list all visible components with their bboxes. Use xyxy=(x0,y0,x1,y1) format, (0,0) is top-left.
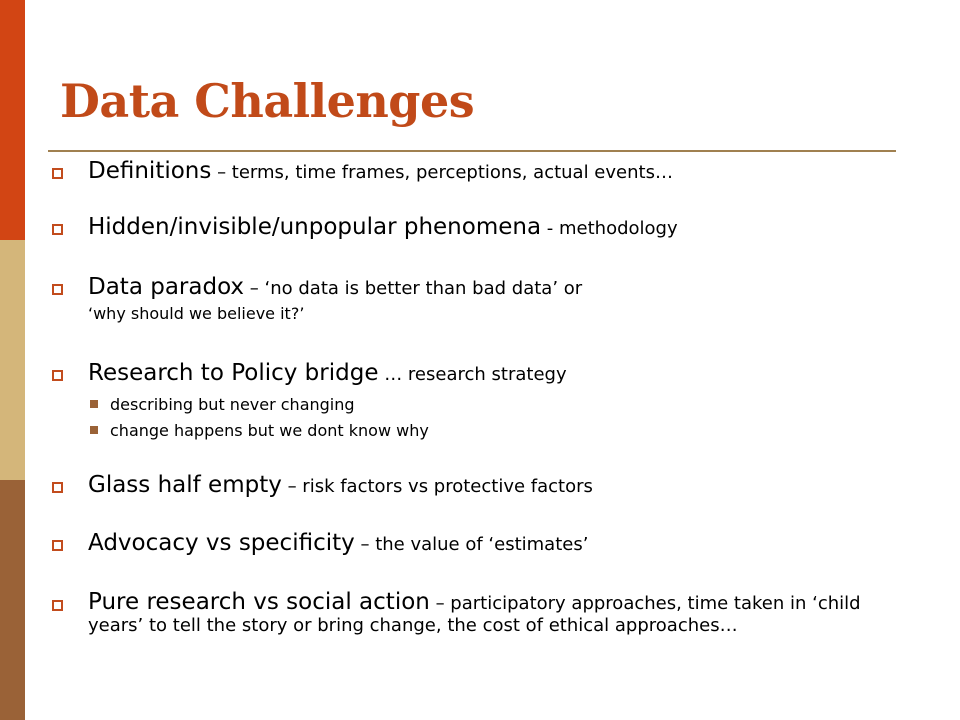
bullet-detail: - methodology xyxy=(541,218,678,239)
bullet-detail: – the value of ‘estimates’ xyxy=(354,534,589,555)
bullet-text xyxy=(88,588,903,635)
bullet-lead: Hidden/invisible/unpopular phenomena xyxy=(88,214,542,240)
bullet-continuation: ‘why should we believe it?’ xyxy=(88,304,305,323)
bullet-detail: – terms, time frames, perceptions, actual events… xyxy=(211,162,673,183)
square-bullet-icon xyxy=(52,224,63,235)
square-sub-bullet-icon xyxy=(90,400,98,408)
bullet-detail: … research strategy xyxy=(378,364,567,385)
bullet-lead: Glass half empty xyxy=(88,472,282,498)
bullet-text xyxy=(88,530,903,556)
square-bullet-icon xyxy=(52,482,63,493)
square-bullet-icon xyxy=(52,284,63,295)
side-bar-bottom xyxy=(0,480,25,720)
bullet-text xyxy=(88,214,903,240)
square-bullet-icon xyxy=(52,370,63,381)
bullet-lead: Definitions xyxy=(88,158,212,184)
title-divider xyxy=(48,150,896,152)
square-bullet-icon xyxy=(52,540,63,551)
side-bar-middle xyxy=(0,240,25,480)
bullet-lead: Data paradox xyxy=(88,274,245,300)
bullet-detail: – ‘no data is better than bad data’ or xyxy=(244,278,583,299)
bullet-text xyxy=(88,360,903,386)
bullet-text xyxy=(88,274,903,300)
bullet-lead: Research to Policy bridge xyxy=(88,360,379,386)
square-sub-bullet-icon xyxy=(90,426,98,434)
side-bar-top xyxy=(0,0,25,240)
slide-title: Data Challenges xyxy=(60,74,475,128)
square-bullet-icon xyxy=(52,168,63,179)
bullet-text xyxy=(88,158,903,184)
square-bullet-icon xyxy=(52,600,63,611)
bullet-text xyxy=(88,472,903,498)
bullet-lead: Pure research vs social action xyxy=(88,589,430,615)
sub-bullet-text: change happens but we dont know why xyxy=(110,421,429,440)
sub-bullet-text: describing but never changing xyxy=(110,395,355,414)
bullet-lead: Advocacy vs specificity xyxy=(88,530,355,556)
bullet-detail: – participatory approaches, time taken in ‘child years’ to tell the story or bring change, the cost of ethical approaches… xyxy=(88,593,861,636)
sub-bullet-item xyxy=(110,421,429,440)
bullet-detail: – risk factors vs protective factors xyxy=(281,476,593,497)
sub-bullet-item xyxy=(110,395,355,414)
